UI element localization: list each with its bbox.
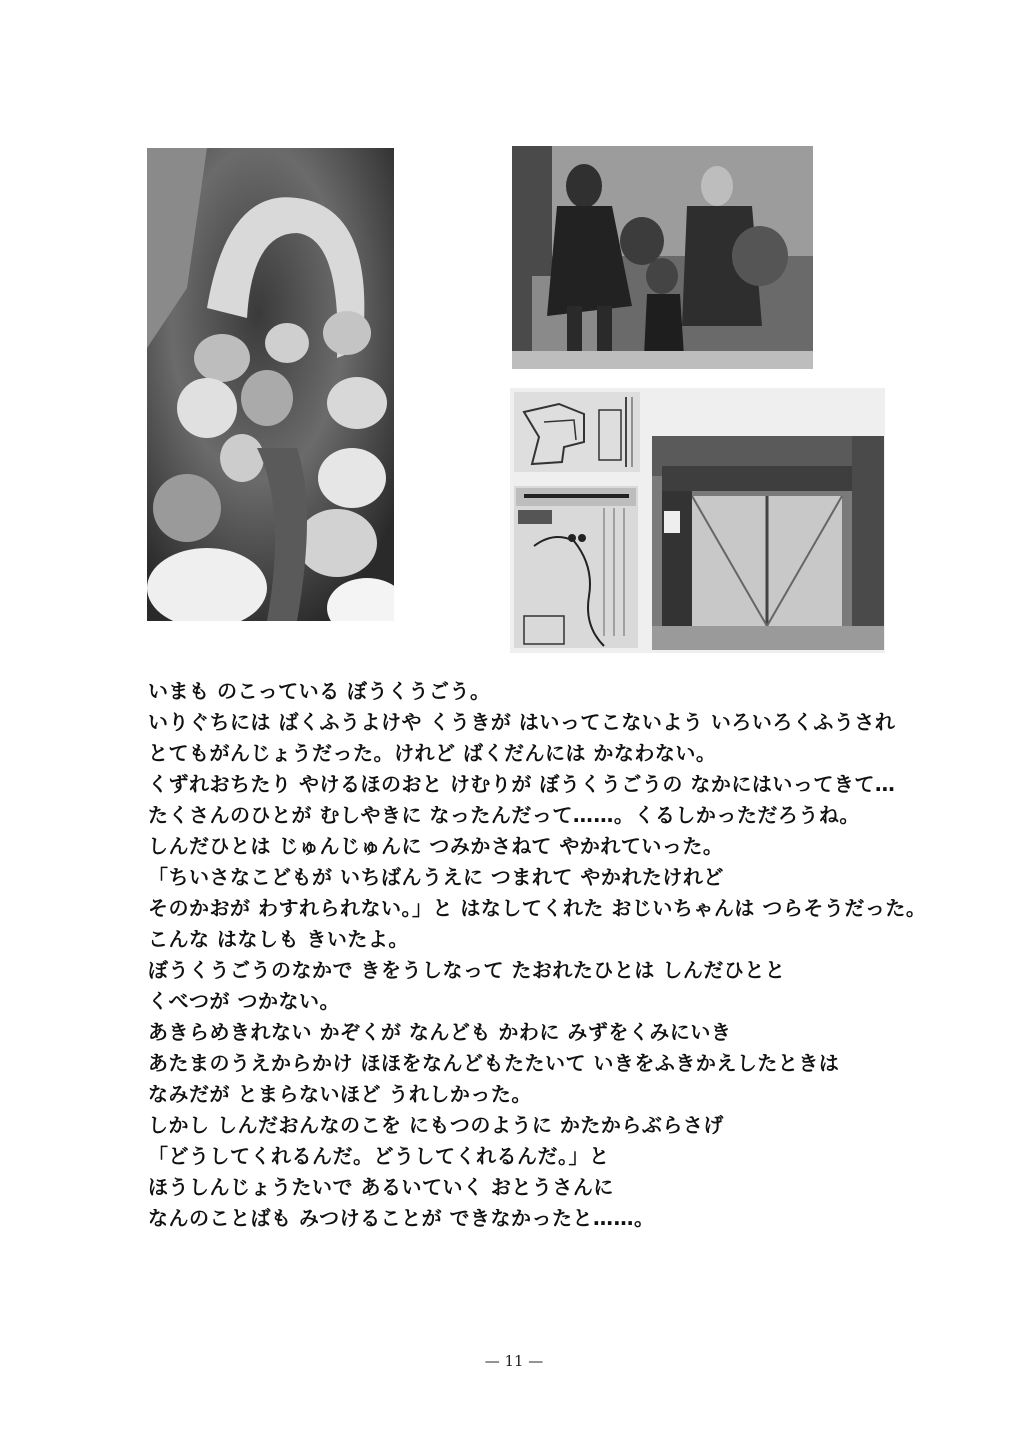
text-line: あきらめきれない かぞくが なんども かわに みずをくみにいき [148,1020,732,1044]
text-line: くべつが つかない。 [148,989,340,1013]
text-line: いりぐちには ばくふうよけや くうきが はいってこないよう いろいろくふうされ [148,710,896,734]
text-line: たくさんのひとが むしやきに なったんだって……。くるしかっただろうね。 [148,803,860,827]
body-text [148,676,927,1234]
page-number: — 11 — [484,1352,544,1370]
evacuees-photo [512,146,813,369]
text-line: なんのことばも みつけることが できなかったと……。 [148,1206,655,1230]
text-line: 「ちいさなこどもが いちばんうえに つまれて やかれたけれど [148,865,724,889]
text-line: あたまのうえからかけ ほほをなんどもたたいて いきをふきかえしたときは [148,1051,840,1075]
shelter-collage [510,388,885,653]
shelter-door-image [652,436,884,650]
text-line: くずれおちたり やけるほのおと けむりが ぼうくうごうの なかにはいってきて… [148,772,896,796]
text-line: いまも のこっている ぼうくうごう。 [148,679,491,703]
shelter-crowd-photo [147,148,394,621]
text-line: ぼうくうごうのなかで きをうしなって たおれたひとは しんだひとと [148,958,786,982]
shelter-map-image [514,392,640,472]
text-line: しかし しんだおんなのこを にもつのように かたからぶらさげ [148,1113,724,1137]
text-line: 「どうしてくれるんだ。どうしてくれるんだ。」と [148,1144,610,1168]
text-line: そのかおが わすれられない。」と はなしてくれた おじいちゃんは つらそうだった。 [148,896,927,920]
text-line: こんな はなしも きいたよ。 [148,927,409,951]
newspaper-clipping-image [514,486,638,648]
text-line: ほうしんじょうたいで あるいていく おとうさんに [148,1175,614,1199]
text-line: なみだが とまらないほど うれしかった。 [148,1082,532,1106]
text-line: しんだひとは じゅんじゅんに つみかさねて やかれていった。 [148,834,724,858]
text-line: とてもがんじょうだった。けれど ばくだんには かなわない。 [148,741,717,765]
